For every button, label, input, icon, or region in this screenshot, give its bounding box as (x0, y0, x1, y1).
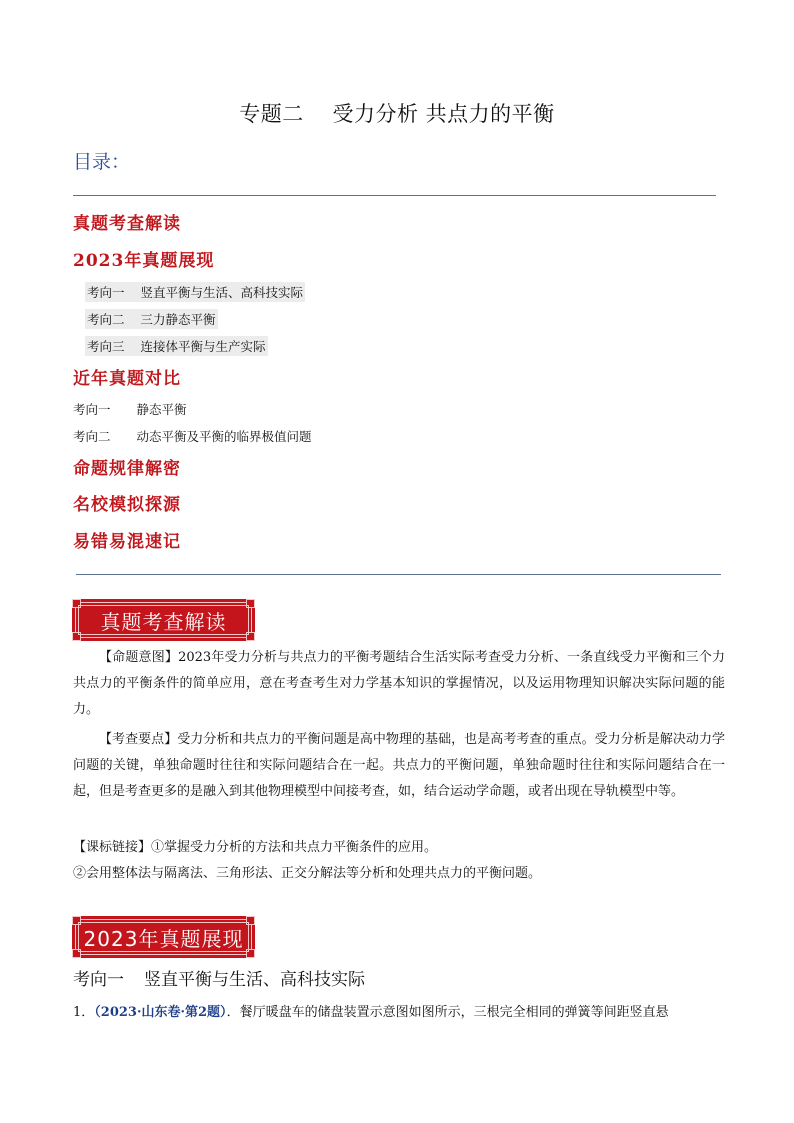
toc-heading-4[interactable]: 命题规律解密 (73, 459, 181, 479)
paragraph-intent: 【命题意图】2023年受力分析与共点力的平衡考题结合生活实际考查受力分析、一条直线受力平衡和三个力共点力的平衡条件的简单应用，意在考查考生对力学基本知识的掌握情况，以及运用物理知识解决实际问题的能力。 (73, 650, 725, 717)
divider-bottom (76, 574, 721, 575)
question-source: （2023·山东卷·第2题） (94, 1005, 227, 1020)
paragraph-tag: 【命题意图】 (99, 650, 179, 665)
paragraph-key-points: 【考查要点】受力分析和共点力的平衡问题是高中物理的基础，也是高考考查的重点。受力分析是解决动力学问题的关键，单独命题时往往和实际问题结合在一起。共点力的平衡问题，单独命题时往往和实际问题结合在一起，但是考查更多的是融入到其他物理模型中间接考查，如，结合运动学命题，或者出现在导轨模型中等。 (73, 732, 725, 799)
paragraph-curriculum: 【课标链接】①掌握受力分析的方法和共点力平衡条件的应用。 (73, 840, 438, 855)
paragraph-tag: 【考查要点】 (99, 732, 178, 747)
toc-heading-2[interactable]: 2023年真题展现 (73, 251, 215, 271)
section-banner-2 (72, 916, 255, 958)
paragraph-tag: 【课标链接】 (73, 840, 152, 855)
paragraph-curriculum-2: ②会用整体法与隔离法、三角形法、正交分解法等分析和处理共点力的平衡问题。 (73, 866, 542, 881)
document-title: 专题二 受力分析 共点力的平衡 (239, 102, 555, 126)
toc-item[interactable]: 考向三 连接体平衡与生产实际 (85, 336, 268, 356)
toc-heading-6[interactable]: 易错易混速记 (73, 532, 181, 552)
toc-heading-1[interactable]: 真题考查解读 (73, 214, 181, 234)
toc-item[interactable]: 考向二 三力静态平衡 (85, 309, 218, 329)
toc-item[interactable]: 考向一 静态平衡 (73, 402, 187, 417)
toc-item[interactable]: 考向二 动态平衡及平衡的临界极值问题 (73, 429, 312, 444)
section-banner-1 (72, 599, 255, 641)
subsection-heading: 考向一 竖直平衡与生活、高科技实际 (73, 970, 365, 990)
question-1: 1．（2023·山东卷·第2题）．餐厅暖盘车的储盘装置示意图如图所示，三根完全相同的弹簧等间距竖直悬 (73, 1005, 669, 1020)
toc-item[interactable]: 考向一 竖直平衡与生活、高科技实际 (85, 282, 305, 302)
toc-heading-3[interactable]: 近年真题对比 (73, 369, 181, 389)
toc-label: 目录： (73, 151, 131, 173)
section-banner-title: 2023年真题展现 (83, 926, 244, 951)
toc-heading-5[interactable]: 名校模拟探源 (73, 495, 181, 515)
section-banner-title: 真题考查解读 (100, 609, 227, 634)
divider-top (73, 195, 716, 196)
